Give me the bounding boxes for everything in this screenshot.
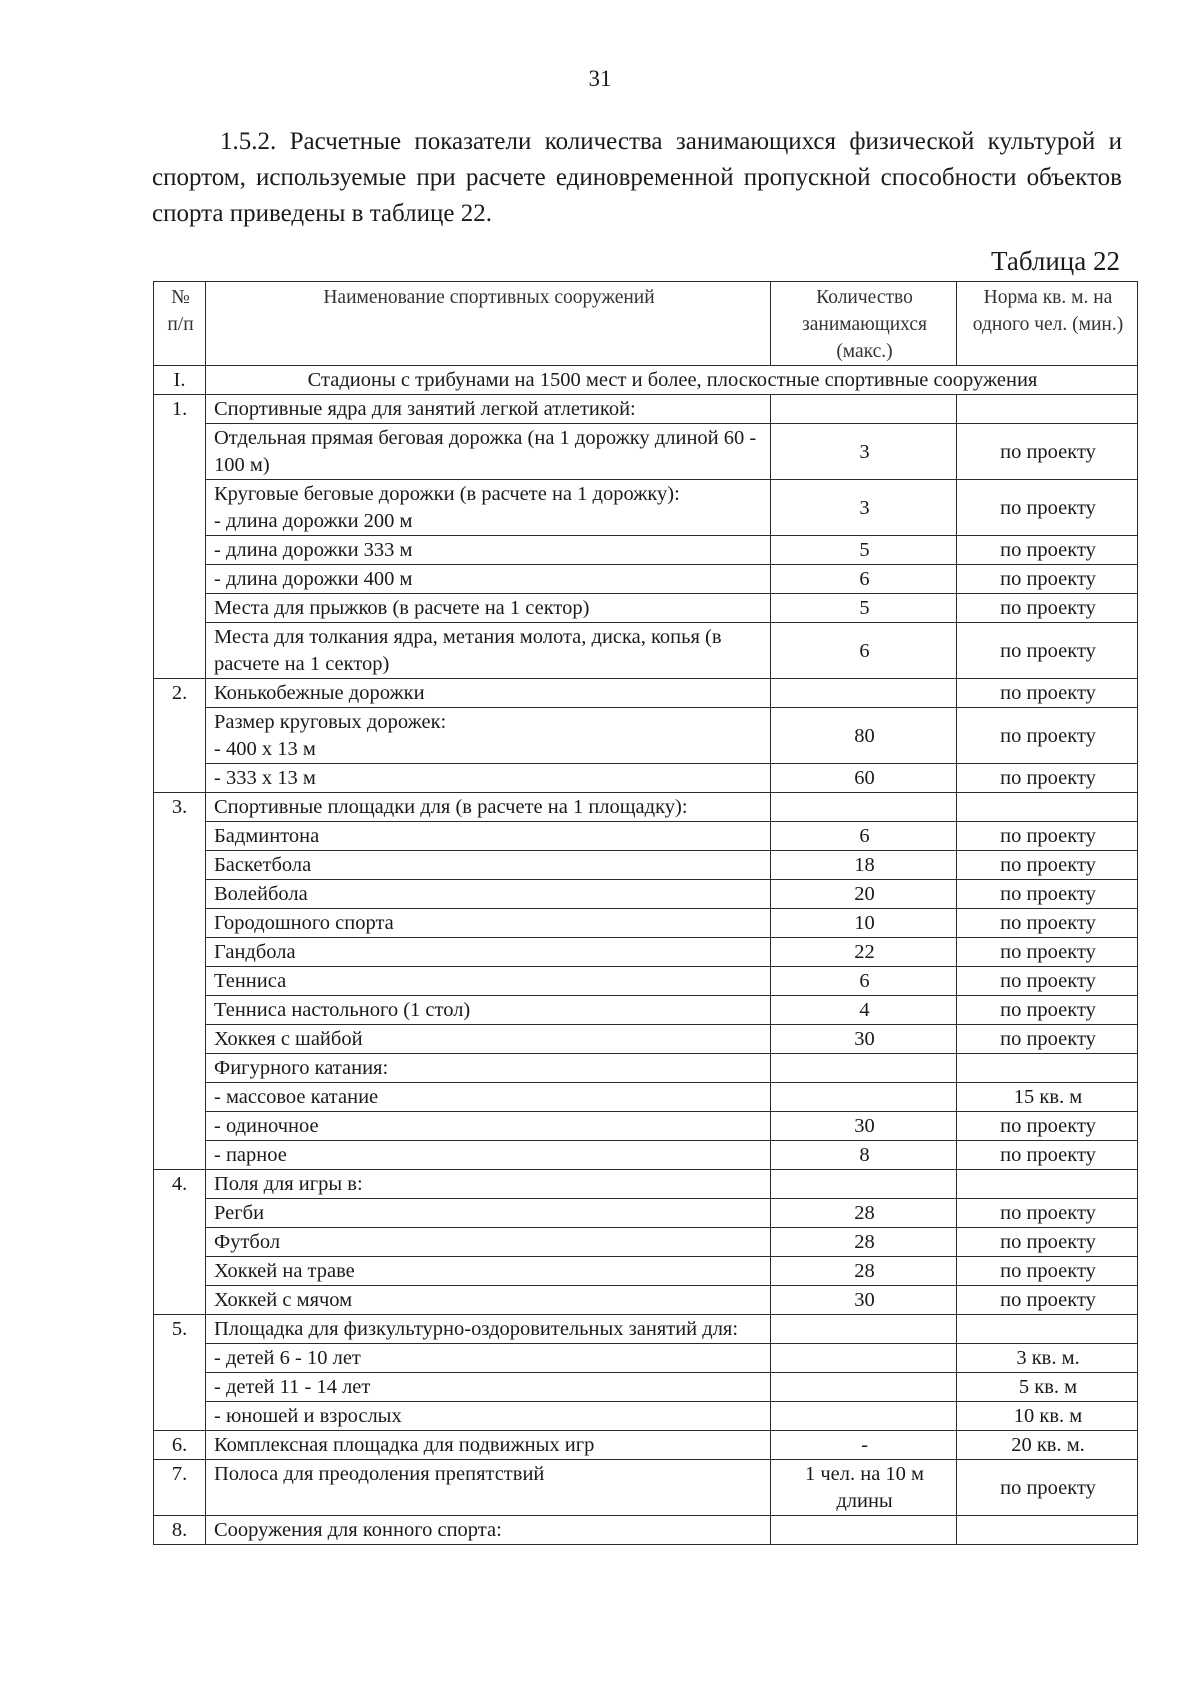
- row-num: [154, 1402, 206, 1431]
- row-name: - юношей и взрослых: [206, 1402, 771, 1431]
- row-name: Хоккея с шайбой: [206, 1025, 771, 1054]
- row-norm: по проекту: [957, 996, 1138, 1025]
- row-name: - длина дорожки 333 м: [206, 536, 771, 565]
- row-norm: по проекту: [957, 938, 1138, 967]
- row-num: [154, 851, 206, 880]
- row-num: [154, 909, 206, 938]
- row-num: 1.: [154, 395, 206, 424]
- row-norm: 15 кв. м: [957, 1083, 1138, 1112]
- row-norm: [957, 1516, 1138, 1545]
- row-norm: по проекту: [957, 909, 1138, 938]
- row-qty: [771, 1344, 957, 1373]
- row-name: Футбол: [206, 1228, 771, 1257]
- row-norm: по проекту: [957, 822, 1138, 851]
- row-qty: 1 чел. на 10 м длины: [771, 1460, 957, 1516]
- table-row: [154, 1141, 1138, 1170]
- table-row: [154, 424, 1138, 480]
- table-row: [154, 1286, 1138, 1315]
- row-qty: 8: [771, 1141, 957, 1170]
- row-num: 7.: [154, 1460, 206, 1516]
- table-row: [154, 1228, 1138, 1257]
- table-row: [154, 967, 1138, 996]
- table-row: [154, 938, 1138, 967]
- row-norm: по проекту: [957, 1286, 1138, 1315]
- table-row: [154, 536, 1138, 565]
- row-name: Фигурного катания:: [206, 1054, 771, 1083]
- row-norm: по проекту: [957, 536, 1138, 565]
- row-num: [154, 967, 206, 996]
- row-qty: [771, 1054, 957, 1083]
- row-qty: 5: [771, 536, 957, 565]
- table-row: [154, 480, 1138, 536]
- row-qty: 30: [771, 1112, 957, 1141]
- row-name: Хоккей с мячом: [206, 1286, 771, 1315]
- row-qty: [771, 1402, 957, 1431]
- table-row: [154, 1112, 1138, 1141]
- row-name: Конькобежные дорожки: [206, 679, 771, 708]
- header-num: № п/п: [154, 282, 206, 366]
- row-qty: 30: [771, 1025, 957, 1054]
- table-row: [154, 395, 1138, 424]
- row-num: 2.: [154, 679, 206, 708]
- row-norm: по проекту: [957, 1257, 1138, 1286]
- row-qty: [771, 395, 957, 424]
- row-name: Спортивные ядра для занятий легкой атлетикой:: [206, 395, 771, 424]
- row-qty: 28: [771, 1199, 957, 1228]
- row-qty: 60: [771, 764, 957, 793]
- row-norm: по проекту: [957, 708, 1138, 764]
- row-norm: [957, 395, 1138, 424]
- row-norm: по проекту: [957, 1199, 1138, 1228]
- row-num: [154, 594, 206, 623]
- row-qty: [771, 679, 957, 708]
- row-norm: по проекту: [957, 623, 1138, 679]
- table-header-row: [154, 282, 1138, 366]
- row-name: - одиночное: [206, 1112, 771, 1141]
- row-norm: по проекту: [957, 1460, 1138, 1516]
- table-caption: Таблица 22: [991, 246, 1120, 276]
- sports-facilities-table: [153, 281, 1138, 1545]
- row-name: - детей 6 - 10 лет: [206, 1344, 771, 1373]
- row-num: [154, 1199, 206, 1228]
- table-row: [154, 623, 1138, 679]
- row-name: Гандбола: [206, 938, 771, 967]
- row-name: Места для прыжков (в расчете на 1 сектор): [206, 594, 771, 623]
- table-row: [154, 1373, 1138, 1402]
- row-qty: 22: [771, 938, 957, 967]
- row-norm: по проекту: [957, 1228, 1138, 1257]
- table-row: [154, 1199, 1138, 1228]
- row-num: [154, 1141, 206, 1170]
- row-num: [154, 1054, 206, 1083]
- row-norm: по проекту: [957, 880, 1138, 909]
- table-row: [154, 679, 1138, 708]
- row-name: Поля для игры в:: [206, 1170, 771, 1199]
- row-qty: [771, 1315, 957, 1344]
- table-row: [154, 996, 1138, 1025]
- section-row: [154, 366, 1138, 395]
- table-row: [154, 1516, 1138, 1545]
- row-norm: 3 кв. м.: [957, 1344, 1138, 1373]
- table-row: [154, 1025, 1138, 1054]
- row-name: Спортивные площадки для (в расчете на 1 площадку):: [206, 793, 771, 822]
- row-qty: 20: [771, 880, 957, 909]
- row-norm: 10 кв. м: [957, 1402, 1138, 1431]
- row-norm: [957, 793, 1138, 822]
- row-num: [154, 708, 206, 764]
- section-title: Стадионы с трибунами на 1500 мест и более, плоскостные спортивные сооружения: [206, 366, 1138, 395]
- table-row: [154, 880, 1138, 909]
- table-row: [154, 764, 1138, 793]
- row-num: [154, 938, 206, 967]
- row-num: [154, 822, 206, 851]
- row-norm: по проекту: [957, 967, 1138, 996]
- row-name: Тенниса: [206, 967, 771, 996]
- row-name: Хоккей на траве: [206, 1257, 771, 1286]
- row-norm: по проекту: [957, 1112, 1138, 1141]
- table-row: [154, 1344, 1138, 1373]
- table-row: [154, 1315, 1138, 1344]
- table-row: [154, 1257, 1138, 1286]
- row-norm: [957, 1054, 1138, 1083]
- row-qty: 5: [771, 594, 957, 623]
- row-norm: 20 кв. м.: [957, 1431, 1138, 1460]
- row-num: 5.: [154, 1315, 206, 1344]
- row-num: 6.: [154, 1431, 206, 1460]
- row-num: 4.: [154, 1170, 206, 1199]
- row-num: [154, 623, 206, 679]
- row-norm: по проекту: [957, 764, 1138, 793]
- row-qty: [771, 1373, 957, 1402]
- intro-paragraph: 1.5.2. Расчетные показатели количества занимающихся физической культурой и спортом, используемые при расчете единовременной пропускной способности объектов спорта приведены в таблице 22.: [152, 128, 1122, 227]
- row-name: - парное: [206, 1141, 771, 1170]
- row-name: - массовое катание: [206, 1083, 771, 1112]
- row-num: [154, 1257, 206, 1286]
- row-num: [154, 1025, 206, 1054]
- row-name: Баскетбола: [206, 851, 771, 880]
- row-qty: 6: [771, 565, 957, 594]
- row-name: Волейбола: [206, 880, 771, 909]
- row-qty: 10: [771, 909, 957, 938]
- row-qty: [771, 793, 957, 822]
- row-norm: по проекту: [957, 1141, 1138, 1170]
- row-name: - детей 11 - 14 лет: [206, 1373, 771, 1402]
- row-num: [154, 1228, 206, 1257]
- table-row: [154, 1431, 1138, 1460]
- row-name: Круговые беговые дорожки (в расчете на 1 дорожку): - длина дорожки 200 м: [206, 480, 771, 536]
- row-name: Сооружения для конного спорта:: [206, 1516, 771, 1545]
- row-norm: по проекту: [957, 851, 1138, 880]
- row-num: [154, 480, 206, 536]
- row-qty: [771, 1083, 957, 1112]
- row-num: [154, 1083, 206, 1112]
- header-norm: Норма кв. м. на одного чел. (мин.): [957, 282, 1138, 366]
- row-norm: по проекту: [957, 480, 1138, 536]
- row-num: 8.: [154, 1516, 206, 1545]
- row-qty: 4: [771, 996, 957, 1025]
- row-qty: 28: [771, 1257, 957, 1286]
- row-num: [154, 565, 206, 594]
- table-row: [154, 909, 1138, 938]
- row-qty: [771, 1170, 957, 1199]
- table-row: [154, 793, 1138, 822]
- row-qty: 6: [771, 822, 957, 851]
- table-row: [154, 708, 1138, 764]
- row-name: Площадка для физкультурно-оздоровительных занятий для:: [206, 1315, 771, 1344]
- table-row: [154, 1402, 1138, 1431]
- row-name: Бадминтона: [206, 822, 771, 851]
- row-qty: 28: [771, 1228, 957, 1257]
- row-num: [154, 1344, 206, 1373]
- section-num: I.: [154, 366, 206, 395]
- row-name: Тенниса настольного (1 стол): [206, 996, 771, 1025]
- row-name: - длина дорожки 400 м: [206, 565, 771, 594]
- row-num: [154, 764, 206, 793]
- row-qty: -: [771, 1431, 957, 1460]
- table-row: [154, 1054, 1138, 1083]
- row-name: Регби: [206, 1199, 771, 1228]
- row-norm: по проекту: [957, 594, 1138, 623]
- table-row: [154, 565, 1138, 594]
- row-name: Отдельная прямая беговая дорожка (на 1 дорожку длиной 60 - 100 м): [206, 424, 771, 480]
- row-norm: [957, 1315, 1138, 1344]
- row-name: Комплексная площадка для подвижных игр: [206, 1431, 771, 1460]
- row-name: Места для толкания ядра, метания молота, диска, копья (в расчете на 1 сектор): [206, 623, 771, 679]
- header-name: Наименование спортивных сооружений: [206, 282, 771, 366]
- row-norm: по проекту: [957, 679, 1138, 708]
- table-row: [154, 594, 1138, 623]
- header-qty: Количество занимающихся (макс.): [771, 282, 957, 366]
- row-num: 3.: [154, 793, 206, 822]
- row-norm: 5 кв. м: [957, 1373, 1138, 1402]
- row-num: [154, 1286, 206, 1315]
- row-num: [154, 1373, 206, 1402]
- row-name: Полоса для преодоления препятствий: [206, 1460, 771, 1516]
- row-norm: по проекту: [957, 565, 1138, 594]
- row-name: - 333 х 13 м: [206, 764, 771, 793]
- row-qty: 18: [771, 851, 957, 880]
- row-name: Размер круговых дорожек: - 400 х 13 м: [206, 708, 771, 764]
- table-row: [154, 1083, 1138, 1112]
- row-norm: [957, 1170, 1138, 1199]
- row-num: [154, 880, 206, 909]
- row-num: [154, 424, 206, 480]
- row-qty: [771, 1516, 957, 1545]
- row-num: [154, 1112, 206, 1141]
- table-row: [154, 851, 1138, 880]
- row-qty: 6: [771, 967, 957, 996]
- row-qty: 3: [771, 424, 957, 480]
- row-num: [154, 536, 206, 565]
- row-qty: 3: [771, 480, 957, 536]
- row-qty: 6: [771, 623, 957, 679]
- table-row: [154, 1170, 1138, 1199]
- row-norm: по проекту: [957, 1025, 1138, 1054]
- row-name: Городошного спорта: [206, 909, 771, 938]
- row-num: [154, 996, 206, 1025]
- row-norm: по проекту: [957, 424, 1138, 480]
- table-row: [154, 1460, 1138, 1516]
- page-number: 31: [588, 66, 612, 91]
- table-row: [154, 822, 1138, 851]
- row-qty: 30: [771, 1286, 957, 1315]
- row-qty: 80: [771, 708, 957, 764]
